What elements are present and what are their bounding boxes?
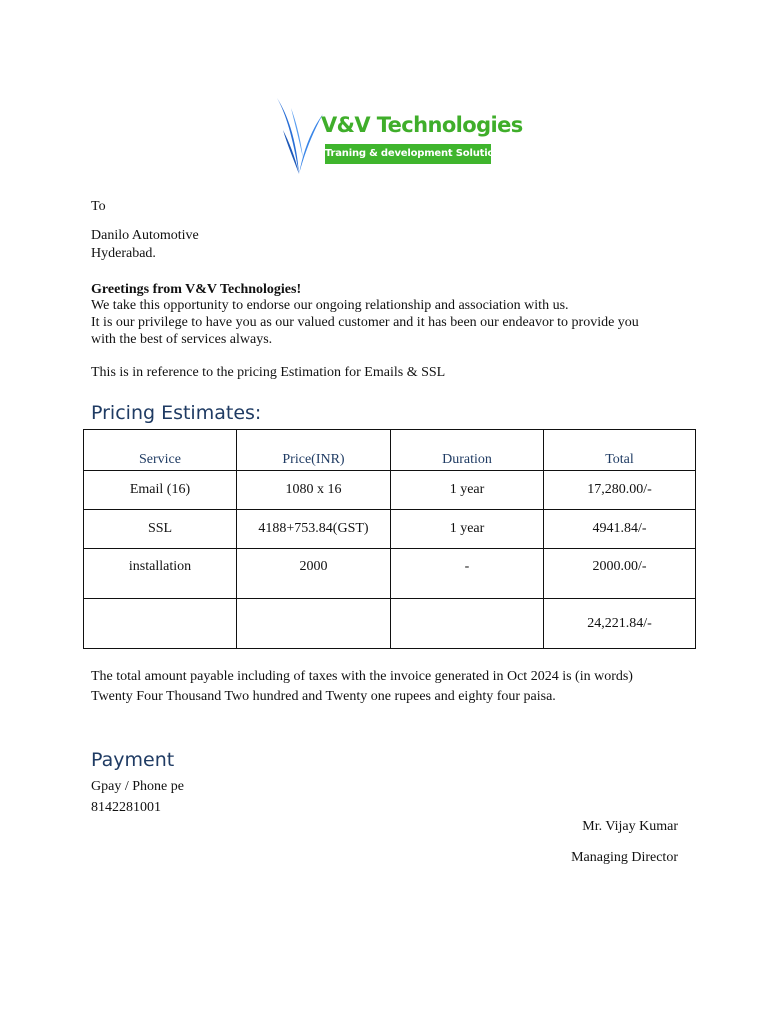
cell-price: 4188+753.84(GST)	[237, 510, 391, 549]
cell-total: 17,280.00/-	[544, 471, 696, 510]
cell-duration: 1 year	[391, 510, 544, 549]
logo-tagline: Traning & development Solutions	[325, 144, 491, 164]
recipient-city: Hyderabad.	[91, 246, 156, 261]
cell-duration: -	[391, 549, 544, 599]
cell-service: installation	[84, 549, 237, 599]
payment-number: 8142281001	[91, 800, 161, 815]
leaf-swoosh-icon	[273, 96, 325, 178]
header-price: Price(INR)	[237, 430, 391, 471]
payment-method: Gpay / Phone pe	[91, 779, 184, 794]
greeting: Greetings from V&V Technologies!	[91, 282, 302, 297]
cell-grand-total: 24,221.84/-	[544, 599, 696, 649]
cell-service: Email (16)	[84, 471, 237, 510]
recipient-company: Danilo Automotive	[91, 228, 199, 243]
signatory-title: Managing Director	[571, 850, 678, 865]
company-logo	[273, 96, 523, 178]
pricing-table	[83, 429, 696, 649]
signatory-name: Mr. Vijay Kumar	[582, 819, 678, 834]
header-service: Service	[84, 430, 237, 471]
cell-service	[84, 599, 237, 649]
intro-line-3: with the best of services always.	[91, 332, 273, 347]
cell-duration: 1 year	[391, 471, 544, 510]
cell-total: 4941.84/-	[544, 510, 696, 549]
reference-line: This is in reference to the pricing Estimation for Emails & SSL	[91, 365, 446, 380]
header-duration: Duration	[391, 430, 544, 471]
payment-heading: Payment	[91, 749, 175, 771]
cell-duration	[391, 599, 544, 649]
cell-price: 1080 x 16	[237, 471, 391, 510]
summary-line-2: Twenty Four Thousand Two hundred and Twenty one rupees and eighty four paisa.	[91, 689, 556, 704]
cell-price	[237, 599, 391, 649]
to-label: To	[91, 199, 106, 214]
logo-wordmark: V&V Technologies	[321, 113, 523, 137]
table-header-row	[84, 430, 696, 471]
table-row	[84, 471, 696, 510]
intro-line-2: It is our privilege to have you as our valued customer and it has been our endeavor to provide you	[91, 315, 639, 330]
summary-line-1: The total amount payable including of taxes with the invoice generated in Oct 2024 is (in words)	[91, 669, 633, 684]
intro-line-1: We take this opportunity to endorse our ongoing relationship and association with us.	[91, 298, 569, 313]
table-row	[84, 549, 696, 599]
cell-total: 2000.00/-	[544, 549, 696, 599]
pricing-heading: Pricing Estimates:	[91, 402, 262, 424]
table-row-grand-total	[84, 599, 696, 649]
table-row	[84, 510, 696, 549]
cell-price: 2000	[237, 549, 391, 599]
cell-service: SSL	[84, 510, 237, 549]
header-total: Total	[544, 430, 696, 471]
